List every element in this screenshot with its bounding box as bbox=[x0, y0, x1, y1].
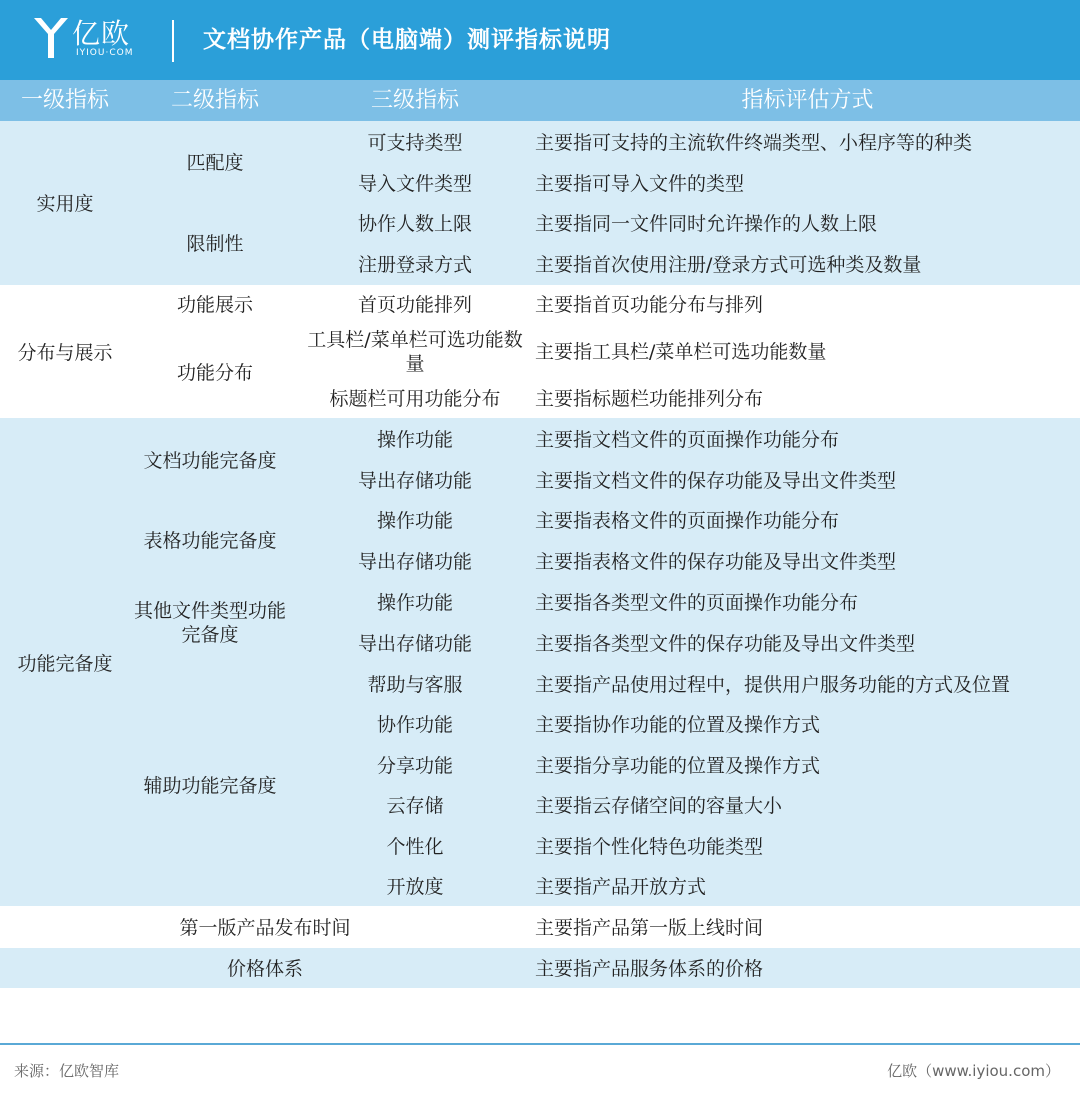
method-cell: 主要指标题栏功能排列分布 bbox=[535, 388, 764, 410]
level3-cell: 开放度 bbox=[386, 876, 444, 898]
method-cell: 主要指产品第一版上线时间 bbox=[535, 917, 764, 939]
level3-cell: 首页功能排列 bbox=[357, 294, 472, 316]
level3-cell: 可支持类型 bbox=[367, 132, 463, 154]
level3-cell: 分享功能 bbox=[376, 755, 453, 777]
method-cell: 主要指工具栏/菜单栏可选功能数量 bbox=[535, 341, 827, 363]
level2-cell: 表格功能完备度 bbox=[143, 530, 277, 552]
level2-cell: 辅助功能完备度 bbox=[143, 775, 277, 797]
source-note: 来源：亿欧智库 bbox=[14, 1062, 120, 1080]
method-cell: 主要指分享功能的位置及操作方式 bbox=[535, 755, 821, 777]
column-header-method: 指标评估方式 bbox=[741, 88, 874, 113]
level3-cell: 操作功能 bbox=[376, 429, 453, 451]
level2-cell: 功能分布 bbox=[176, 362, 253, 384]
level1-cell: 功能完备度 bbox=[17, 653, 113, 675]
column-header-level3: 三级指标 bbox=[370, 88, 459, 113]
level3-cell: 协作功能 bbox=[376, 714, 453, 736]
level3-cell: 工具栏/菜单栏可选功能数量 bbox=[307, 329, 523, 375]
method-cell: 主要指云存储空间的容量大小 bbox=[535, 795, 783, 817]
method-cell: 主要指个性化特色功能类型 bbox=[535, 836, 764, 858]
page-title: 文档协作产品（电脑端）测评指标说明 bbox=[203, 27, 611, 53]
level3-cell: 协作人数上限 bbox=[357, 213, 472, 235]
column-header-level1: 一级指标 bbox=[20, 88, 109, 113]
method-cell: 主要指首页功能分布与排列 bbox=[535, 294, 764, 316]
level3-cell: 操作功能 bbox=[376, 510, 453, 532]
level2-cell: 匹配度 bbox=[186, 152, 244, 174]
method-cell: 主要指首次使用注册/登录方式可选种类及数量 bbox=[535, 254, 922, 276]
header-divider bbox=[172, 20, 174, 62]
logo-text: 亿欧 bbox=[72, 17, 131, 50]
level2-cell: 其他文件类型功能完备度 bbox=[133, 600, 286, 646]
level3-cell: 帮助与客服 bbox=[367, 674, 463, 696]
method-cell: 主要指文档文件的保存功能及导出文件类型 bbox=[535, 470, 897, 492]
level3-cell: 云存储 bbox=[386, 795, 444, 817]
level3-cell: 注册登录方式 bbox=[357, 254, 472, 276]
level3-cell: 标题栏可用功能分布 bbox=[329, 388, 501, 410]
logo-subtext: IYIOU·COM bbox=[76, 48, 134, 58]
site-credit: 亿欧（www.iyiou.com） bbox=[887, 1062, 1060, 1080]
level3-cell: 导出存储功能 bbox=[357, 470, 472, 492]
method-cell: 主要指表格文件的保存功能及导出文件类型 bbox=[535, 551, 897, 573]
method-cell: 主要指文档文件的页面操作功能分布 bbox=[535, 429, 840, 451]
level3-cell: 导入文件类型 bbox=[357, 173, 472, 195]
level2-cell: 限制性 bbox=[186, 233, 244, 255]
table-header-row bbox=[0, 80, 1080, 121]
level3-cell: 个性化 bbox=[386, 836, 444, 858]
method-cell: 主要指各类型文件的保存功能及导出文件类型 bbox=[535, 633, 916, 655]
method-cell: 主要指可支持的主流软件终端类型、小程序等的种类 bbox=[535, 132, 973, 154]
method-cell: 主要指协作功能的位置及操作方式 bbox=[535, 714, 821, 736]
method-cell: 主要指表格文件的页面操作功能分布 bbox=[535, 510, 840, 532]
level3-cell: 操作功能 bbox=[376, 592, 453, 614]
column-header-level2: 二级指标 bbox=[170, 88, 259, 113]
method-cell: 主要指同一文件同时允许操作的人数上限 bbox=[535, 213, 878, 235]
header-bar bbox=[0, 0, 1080, 80]
level1-cell: 分布与展示 bbox=[17, 342, 113, 364]
method-cell: 主要指各类型文件的页面操作功能分布 bbox=[535, 592, 859, 614]
method-cell: 主要指产品服务体系的价格 bbox=[535, 958, 764, 980]
level2-cell: 功能展示 bbox=[176, 294, 253, 316]
method-cell: 主要指产品使用过程中，提供用户服务功能的方式及位置 bbox=[535, 674, 1011, 696]
method-cell: 主要指产品开放方式 bbox=[535, 876, 707, 898]
level1-cell: 实用度 bbox=[36, 193, 94, 215]
level3-cell: 导出存储功能 bbox=[357, 551, 472, 573]
level2-cell: 价格体系 bbox=[226, 958, 303, 980]
level2-cell: 文档功能完备度 bbox=[143, 450, 277, 472]
level2-cell: 第一版产品发布时间 bbox=[179, 917, 351, 939]
footer-divider bbox=[0, 1043, 1080, 1045]
level3-cell: 导出存储功能 bbox=[357, 633, 472, 655]
method-cell: 主要指可导入文件的类型 bbox=[535, 173, 745, 195]
